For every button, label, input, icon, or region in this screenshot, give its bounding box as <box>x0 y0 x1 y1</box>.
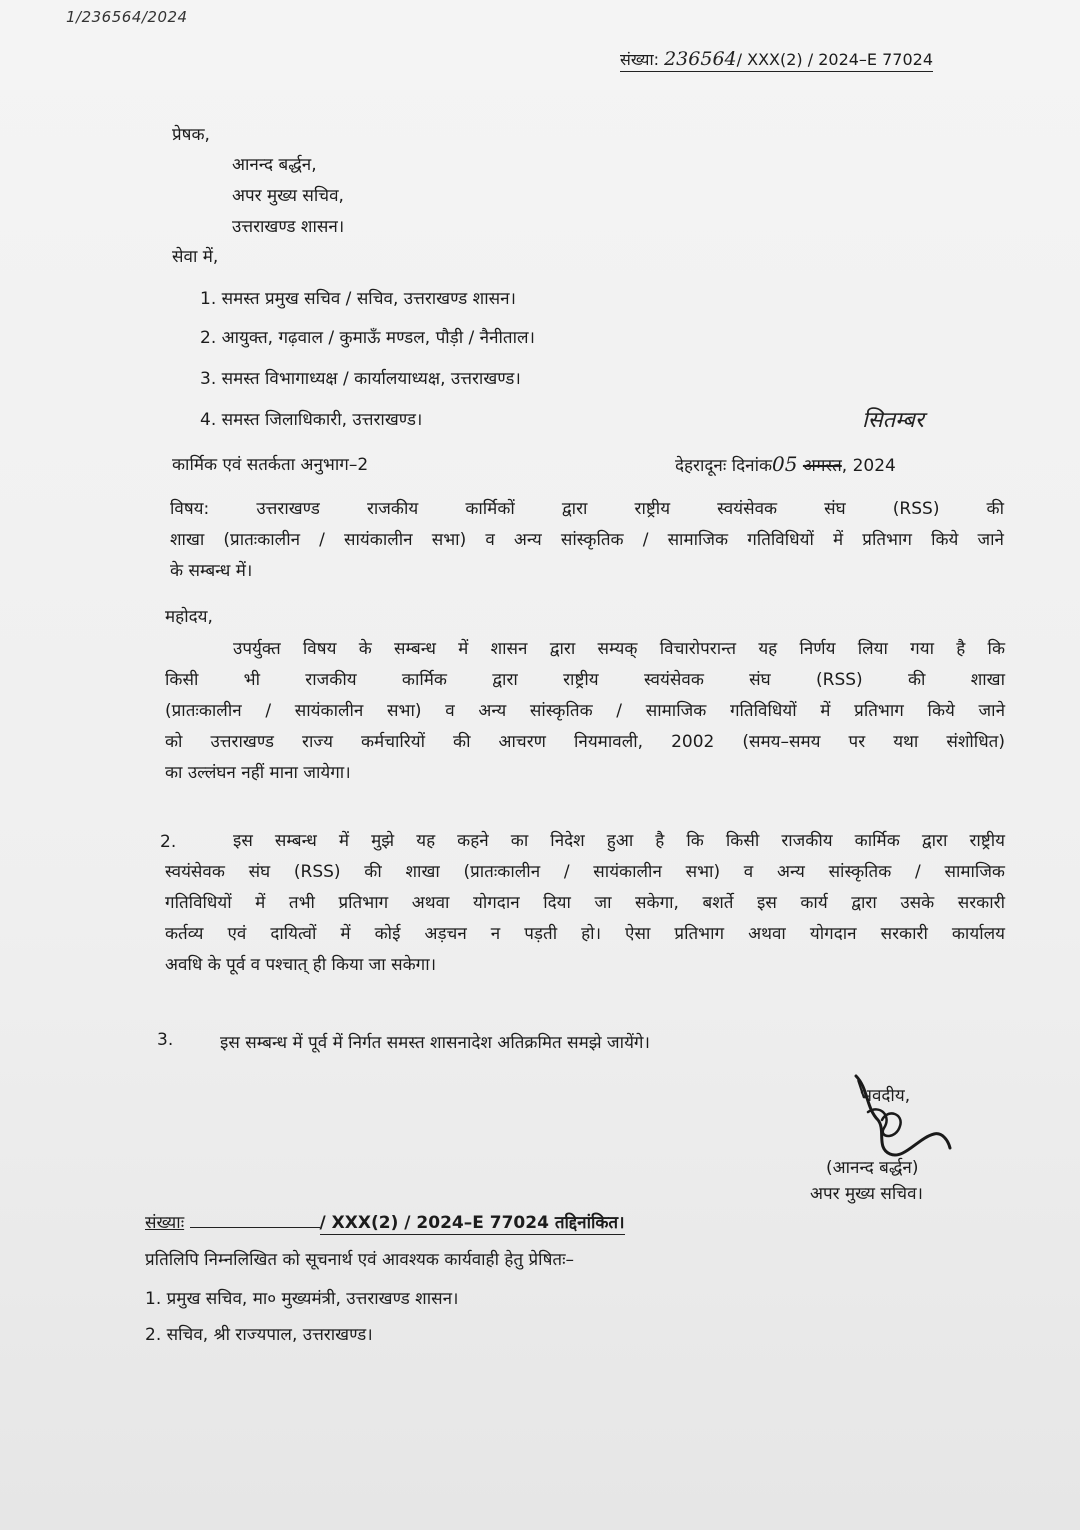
paragraph-line: (प्रातःकालीन / सायंकालीन सभा) व अन्य सांस्कृतिक / सामाजिक गतिविधियों में प्रतिभाग किये जाने <box>165 701 1005 721</box>
date-place-prefix: देहरादूनः दिनांक <box>675 456 773 476</box>
file-stamp: 1/236564/2024 <box>66 8 188 26</box>
paragraph-3-number: 3. <box>157 1030 174 1050</box>
subject-line: शाखा (प्रातःकालीन / सायंकालीन सभा) व अन्य सांस्कृतिक / सामाजिक गतिविधियों में प्रतिभाग किये जाने <box>170 530 1004 550</box>
date-year: , 2024 <box>841 456 896 476</box>
subject-block <box>170 494 1004 587</box>
copy-reference <box>145 1210 625 1233</box>
sender-name: आनन्द बर्द्धन, <box>232 155 317 175</box>
date-day: 05 <box>772 452 798 476</box>
copy-ref-suffix: / XXX(2) / 2024–E 77024 तद्दिनांकित। <box>319 1213 625 1233</box>
signature-designation: अपर मुख्य सचिव। <box>810 1184 923 1204</box>
reference-handwritten-number: 236564 <box>664 48 737 70</box>
recipient-item: 1. समस्त प्रमुख सचिव / सचिव, उत्तराखण्ड शासन। <box>200 289 516 309</box>
signature-name: (आनन्द बर्द्धन) <box>826 1158 919 1178</box>
paragraph-2 <box>165 826 1005 981</box>
paragraph-line: किसी भी राजकीय कार्मिक द्वारा राष्ट्रीय स्वयंसेवक संघ (RSS) की शाखा <box>165 670 1005 690</box>
copy-ref-blank <box>190 1227 320 1228</box>
paragraph-line: कर्तव्य एवं दायित्वों में कोई अड़चन न पड़ती हो। ऐसा प्रतिभाग अथवा योगदान सरकारी कार्यालय <box>165 924 1005 944</box>
section-name: कार्मिक एवं सतर्कता अनुभाग–2 <box>172 455 369 475</box>
paragraph-1 <box>165 634 1005 789</box>
sender-designation: अपर मुख्य सचिव, <box>232 186 344 206</box>
copy-item: 1. प्रमुख सचिव, मा० मुख्यमंत्री, उत्तराखण्ड शासन। <box>145 1289 459 1309</box>
reference-prefix: संख्या: <box>620 50 659 69</box>
paragraph-line: अवधि के पूर्व व पश्चात् ही किया जा सकेगा। <box>165 955 437 975</box>
paragraph-line: इस सम्बन्ध में मुझे यह कहने का निदेश हुआ है कि किसी राजकीय कार्मिक द्वारा राष्ट्रीय <box>233 831 1005 851</box>
recipients-heading: सेवा में, <box>172 247 219 267</box>
signature-closing: भवदीय, <box>860 1086 911 1106</box>
sender-office: उत्तराखण्ड शासन। <box>232 217 345 237</box>
copy-ref-prefix: संख्याः <box>145 1213 185 1233</box>
paragraph-line: को उत्तराखण्ड राज्य कर्मचारियों की आचरण नियमावली, 2002 (समय–समय पर यथा संशोधित) <box>165 732 1005 752</box>
copy-item: 2. सचिव, श्री राज्यपाल, उत्तराखण्ड। <box>145 1325 373 1345</box>
paragraph-2-number: 2. <box>160 832 177 852</box>
paragraph-line: का उल्लंघन नहीं माना जायेगा। <box>165 763 351 783</box>
subject-line: विषय: उत्तराखण्ड राजकीय कार्मिकों द्वारा राष्ट्रीय स्वयंसेवक संघ (RSS) की <box>170 499 1004 519</box>
paragraph-3: इस सम्बन्ध में पूर्व में निर्गत समस्त शासनादेश अतिक्रमित समझे जायेंगे। <box>220 1033 650 1053</box>
reference-number-top <box>620 48 933 72</box>
paragraph-line: स्वयंसेवक संघ (RSS) की शाखा (प्रातःकालीन / सायंकालीन सभा) व अन्य सांस्कृतिक / सामाजिक <box>165 862 1005 882</box>
copy-intro: प्रतिलिपि निम्नलिखित को सूचनार्थ एवं आवश्यक कार्यवाही हेतु प्रेषितः– <box>145 1250 575 1270</box>
letter-date <box>675 452 896 476</box>
handwritten-month: सितम्बर <box>862 408 924 433</box>
paragraph-line: गतिविधियों में तभी प्रतिभाग अथवा योगदान दिया जा सकेगा, बशर्ते इस कार्य द्वारा उसके सरकारी <box>165 893 1005 913</box>
recipient-item: 3. समस्त विभागाध्यक्ष / कार्यालयाध्यक्ष, उत्तराखण्ड। <box>200 369 521 389</box>
date-struck-month: अगस्त <box>802 456 842 476</box>
salutation: महोदय, <box>165 607 213 627</box>
paragraph-line: उपर्युक्त विषय के सम्बन्ध में शासन द्वारा सम्यक् विचारोपरान्त यह निर्णय लिया गया है कि <box>233 639 1005 659</box>
reference-suffix: / XXX(2) / 2024–E 77024 <box>736 50 934 69</box>
subject-line: के सम्बन्ध में। <box>170 561 253 581</box>
sender-heading: प्रेषक, <box>172 125 210 145</box>
recipient-item: 4. समस्त जिलाधिकारी, उत्तराखण्ड। <box>200 410 423 430</box>
recipient-item: 2. आयुक्त, गढ़वाल / कुमाऊँ मण्डल, पौड़ी / नैनीताल। <box>200 328 535 348</box>
